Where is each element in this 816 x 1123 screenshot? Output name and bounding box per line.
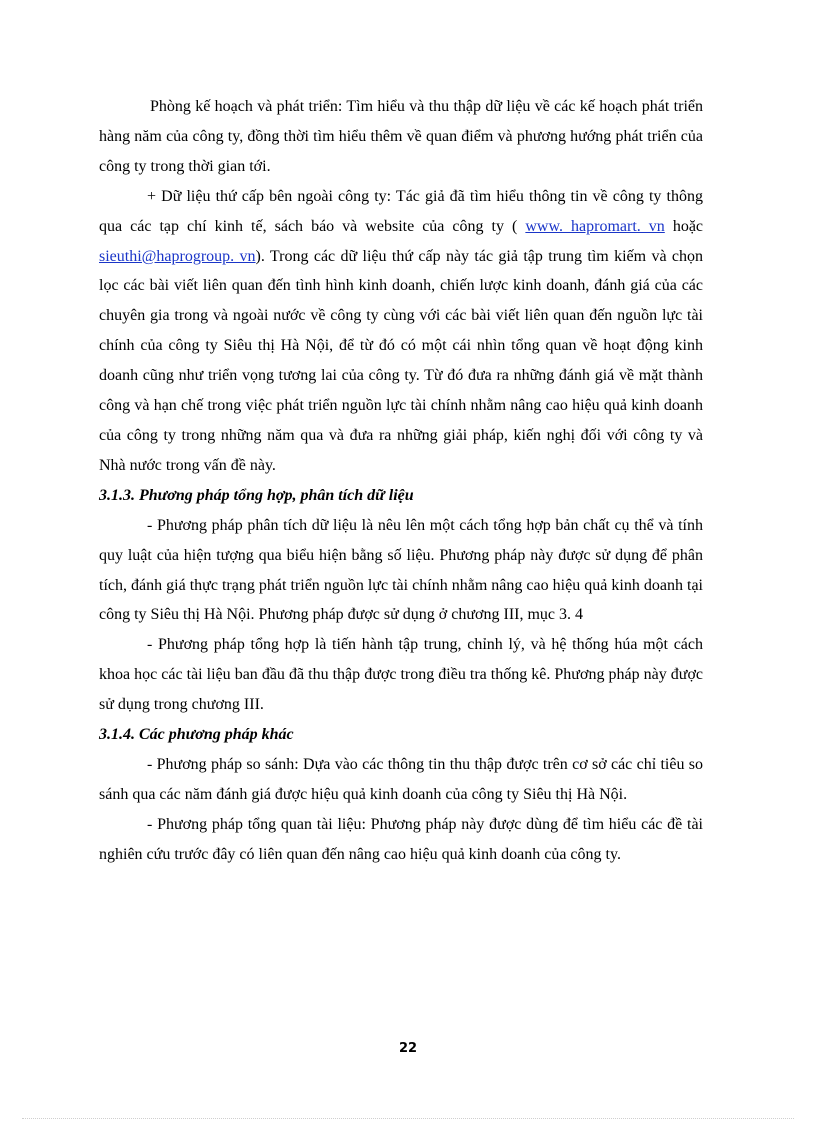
page-bottom-divider (22, 1118, 794, 1119)
page-number: 22 (398, 1041, 418, 1056)
paragraph-literature-review-method: - Phương pháp tổng quan tài liệu: Phương pháp này được dùng để tìm hiểu các đề tài nghiên cứu trước đây có liên quan đến nâng cao hiệu quả kinh doanh của công ty. (99, 815, 703, 863)
paragraph-analysis-method: - Phương pháp phân tích dữ liệu là nêu lên một cách tổng hợp bản chất cụ thể và tính quy luật của hiện tượng qua biểu hiện bằng số liệu. Phương pháp này được sử dụng để phân tích, đánh giá thực trạng phát triển nguồn lực tài chính nhằm nâng cao hiệu quả kinh doanh tại công ty Siêu thị Hà Nội. Phương pháp được sử dụng ở chương III, mục 3. 4 (99, 516, 703, 624)
secondary-data-intro-text: + Dữ liệu thứ cấp bên ngoài công ty: Tác giả đã tìm hiểu thông tin về công ty thông qua các tạp chí kinh tế, sách báo và website của công ty ( (99, 187, 703, 235)
paragraph-secondary-data (99, 182, 703, 481)
page-body (99, 92, 703, 870)
hapromart-website-link[interactable]: www. hapromart. vn (525, 217, 665, 235)
paragraph-synthesis-method: - Phương pháp tổng hợp là tiến hành tập trung, chỉnh lý, và hệ thống húa một cách khoa học các tài liệu ban đầu đã thu thập được trong điều tra thống kê. Phương pháp này được sử dụng trong chương III. (99, 636, 703, 714)
secondary-data-body-text: ). Trong các dữ liệu thứ cấp này tác giả tập trung tìm kiếm và chọn lọc các bài viết liên quan đến tình hình kinh doanh, chiến lược kinh doanh, đánh giá của các chuyên gia trong và ngoài nước về công ty cùng với các bài viết liên quan đến nguồn lực tài chính của công ty Siêu thị Hà Nội, để từ đó có một cái nhìn tổng quan về hoạt động kinh doanh cũng như triển vọng tương lai của công ty. Từ đó đưa ra những đánh giá về mặt thành công và hạn chế trong việc phát triển nguồn lực tài chính nhằm nâng cao hiệu quả kinh doanh của công ty trong những năm qua và đưa ra những giải pháp, kiến nghị đối với công ty và Nhà nước trong vấn đề này. (99, 247, 704, 474)
sieuthi-email-link[interactable]: sieuthi@haprogroup. vn (99, 247, 256, 265)
paragraph-planning-department: Phòng kế hoạch và phát triển: Tìm hiểu và thu thập dữ liệu về các kế hoạch phát triển hàng năm của công ty, đồng thời tìm hiểu thêm về quan điểm và phương hướng phát triển của công ty trong thời gian tới. (99, 98, 703, 175)
secondary-data-or-text: hoặc (664, 217, 704, 235)
paragraph-comparison-method: - Phương pháp so sánh: Dựa vào các thông tin thu thập được trên cơ sở các chỉ tiêu so sánh qua các năm đánh giá được hiệu quả kinh doanh của công ty Siêu thị Hà Nội. (99, 755, 703, 803)
heading-3-1-4: 3.1.4. Các phương pháp khác (99, 726, 294, 744)
heading-3-1-3: 3.1.3. Phương pháp tổng hợp, phân tích dữ liệu (99, 486, 414, 504)
